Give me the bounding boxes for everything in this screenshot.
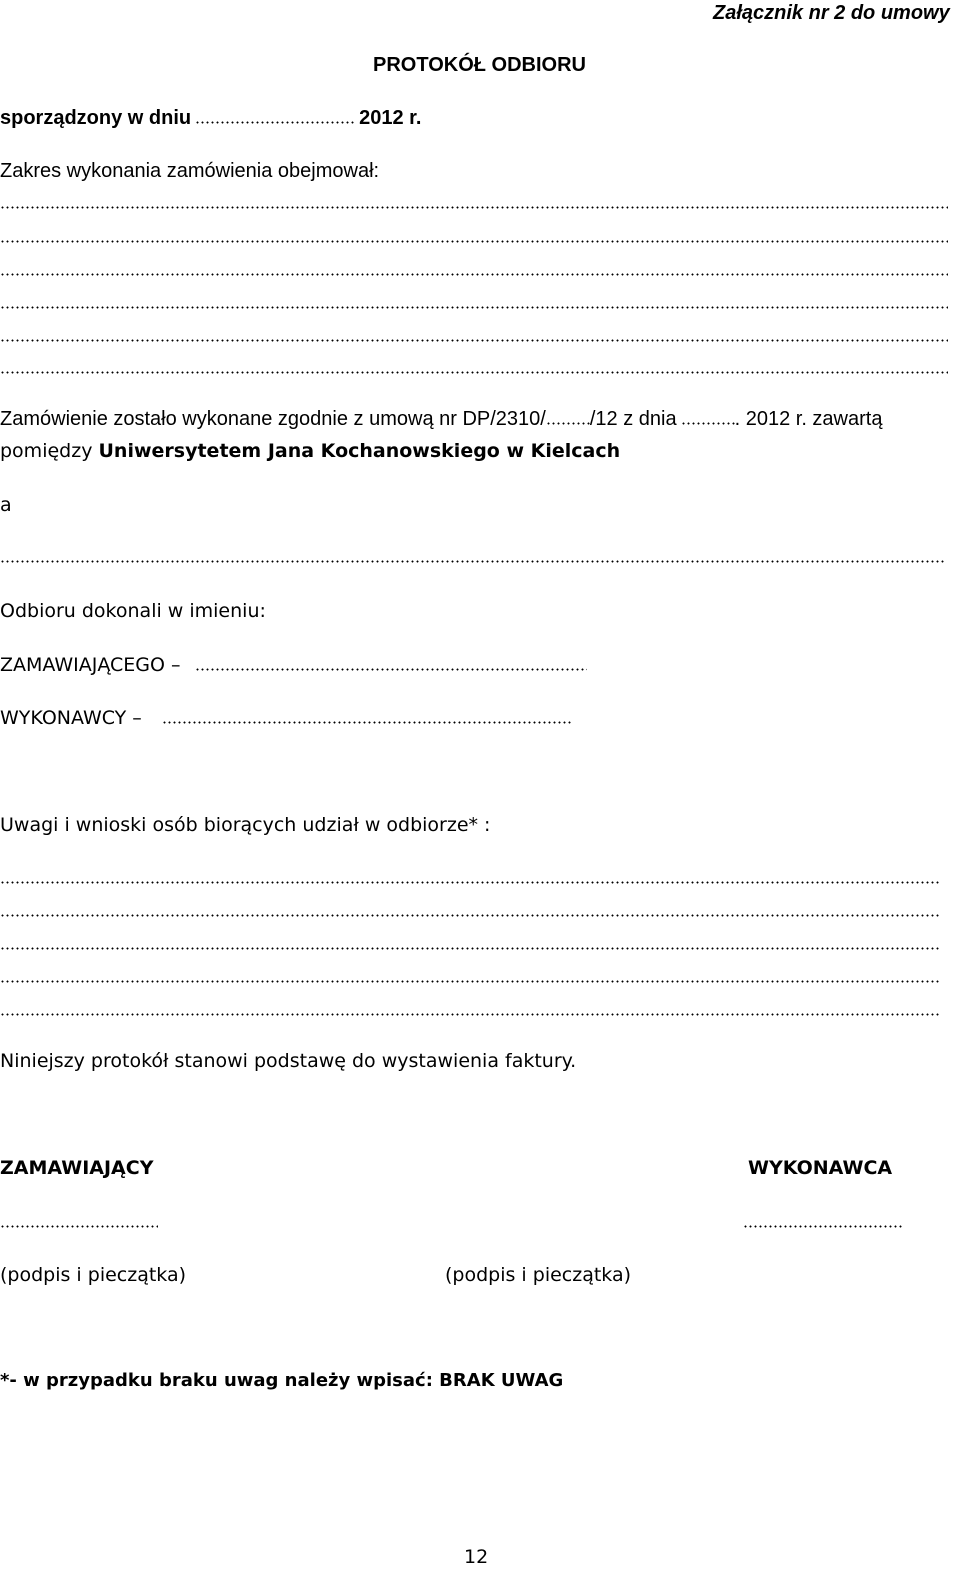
contractor-label: WYKONAWCY –	[0, 707, 142, 729]
page-number: 12	[464, 1546, 489, 1568]
scope-blank-line[interactable]	[0, 339, 948, 342]
and-label: a	[0, 494, 12, 516]
contractor-blank[interactable]	[162, 721, 572, 724]
contract-line	[0, 409, 882, 429]
footnote: *- w przypadku braku uwag należy wpisać: BRAK UWAG	[0, 1370, 564, 1391]
scope-blank-line[interactable]	[0, 371, 948, 374]
contractor-line	[0, 709, 572, 728]
remarks-blank-line[interactable]	[0, 881, 940, 884]
remarks-blank-line[interactable]	[0, 1013, 940, 1016]
remarks-blank-line[interactable]	[0, 980, 940, 983]
scope-blank-line[interactable]	[0, 240, 948, 243]
scope-blank-line[interactable]	[0, 273, 948, 276]
contractor-name-blank[interactable]	[0, 560, 944, 563]
remarks-label: Uwagi i wnioski osób biorących udział w odbiorze* :	[0, 814, 491, 836]
page-title: PROTOKÓŁ ODBIORU	[373, 54, 586, 76]
orderer-signature-blank[interactable]	[0, 1225, 158, 1228]
contract-text-1: Zamówienie zostało wykonane zgodnie z umową nr DP/2310/	[0, 408, 546, 430]
remarks-blank-line[interactable]	[0, 914, 940, 917]
contract-date-blank[interactable]	[681, 422, 735, 425]
acceptance-label: Odbioru dokonali w imieniu:	[0, 600, 266, 622]
university-name: Uniwersytetem Jana Kochanowskiego w Kielcach	[98, 440, 621, 462]
between-line	[0, 442, 620, 461]
contractor-signature-blank[interactable]	[743, 1225, 903, 1228]
scope-blank-line[interactable]	[0, 206, 948, 209]
contract-text-3: . 2012 r. zawartą	[734, 408, 883, 430]
signature-caption-left: (podpis i pieczątka)	[0, 1264, 187, 1286]
orderer-heading: ZAMAWIAJĄCY	[0, 1157, 154, 1179]
drawn-up-prefix: sporządzony w dniu	[0, 107, 192, 129]
invoice-note: Niniejszy protokół stanowi podstawę do wystawienia faktury.	[0, 1050, 577, 1072]
orderer-blank[interactable]	[195, 668, 587, 671]
signature-caption-right: (podpis i pieczątka)	[445, 1264, 632, 1286]
between-prefix: pomiędzy	[0, 440, 93, 462]
orderer-label: ZAMAWIAJĄCEGO –	[0, 654, 181, 676]
annex-label: Załącznik nr 2 do umowy	[713, 2, 950, 24]
remarks-blank-line[interactable]	[0, 947, 940, 950]
scope-blank-line[interactable]	[0, 306, 948, 309]
scope-label: Zakres wykonania zamówienia obejmował:	[0, 160, 380, 182]
contractor-heading: WYKONAWCA	[748, 1157, 893, 1179]
date-blank[interactable]	[195, 121, 355, 124]
orderer-line	[0, 656, 587, 675]
drawn-up-line	[0, 108, 421, 128]
contract-number-blank[interactable]	[546, 422, 590, 425]
drawn-up-suffix: 2012 r.	[359, 107, 422, 129]
contract-text-2: /12 z dnia	[589, 408, 677, 430]
